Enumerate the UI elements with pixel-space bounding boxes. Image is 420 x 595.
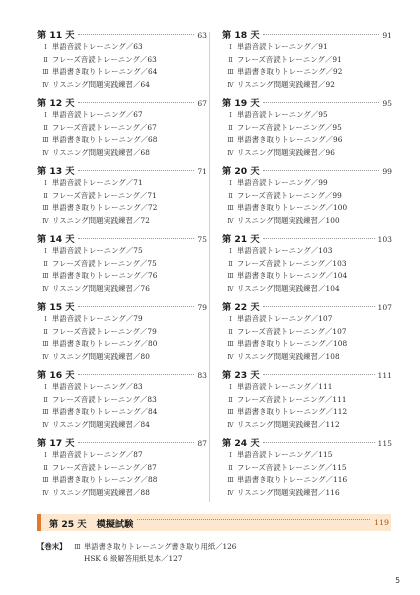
- item-roman-numeral: Ⅱ: [43, 463, 48, 472]
- day-entry[interactable]: [222, 95, 392, 163]
- toc-item[interactable]: [222, 395, 392, 408]
- item-roman-numeral: Ⅲ: [227, 204, 234, 213]
- toc-item[interactable]: [222, 191, 392, 204]
- toc-item[interactable]: [222, 67, 392, 80]
- item-text: 単語書き取りトレーニング／104: [237, 271, 348, 281]
- toc-item[interactable]: [222, 42, 392, 55]
- item-roman-numeral: Ⅲ: [227, 408, 234, 417]
- toc-item[interactable]: [222, 339, 392, 352]
- item-roman-numeral: Ⅲ: [42, 136, 49, 145]
- item-text: 単語音読トレーニング／63: [52, 42, 143, 51]
- day-title: 第 16 天: [37, 370, 75, 381]
- item-text: 単語書き取りトレーニング／88: [52, 475, 158, 485]
- toc-item[interactable]: [37, 67, 207, 80]
- item-roman-numeral: Ⅲ: [227, 340, 234, 349]
- item-roman-numeral: Ⅰ: [44, 451, 47, 459]
- item-text: 単語書き取りトレーニング／80: [52, 339, 158, 349]
- day-entry[interactable]: [222, 299, 392, 367]
- item-roman-numeral: Ⅳ: [227, 80, 234, 89]
- day-title: 第 11 天: [37, 30, 75, 41]
- item-text: リスニング問題実践練習／96: [237, 147, 335, 157]
- day-heading: [222, 367, 392, 381]
- item-roman-numeral: Ⅱ: [228, 259, 233, 268]
- item-text: 単語書き取りトレーニング／76: [52, 271, 158, 281]
- toc-item[interactable]: [222, 110, 392, 123]
- day-item-list: [222, 178, 392, 228]
- item-roman-numeral: Ⅳ: [42, 352, 49, 361]
- day-item-list: [37, 110, 207, 160]
- toc-item[interactable]: [37, 488, 207, 501]
- dot-leader: [263, 102, 380, 103]
- item-roman-numeral: Ⅳ: [227, 488, 234, 497]
- day-page-number: 95: [382, 99, 392, 108]
- day-heading: [222, 95, 392, 109]
- item-text: フレーズ音読トレーニング／83: [52, 394, 157, 404]
- item-text: 単語音読トレーニング／115: [237, 450, 333, 459]
- toc-item[interactable]: [37, 420, 207, 433]
- dot-leader: [78, 442, 195, 443]
- day-entry[interactable]: [222, 231, 392, 299]
- dot-leader: [78, 170, 195, 171]
- day-heading: [222, 231, 392, 245]
- item-roman-numeral: Ⅳ: [227, 216, 234, 225]
- dot-leader: [263, 442, 375, 443]
- toc-item[interactable]: [222, 327, 392, 340]
- item-roman-numeral: Ⅰ: [44, 383, 47, 391]
- item-text: フレーズ音読トレーニング／91: [237, 54, 342, 64]
- item-text: 単語音読トレーニング／99: [237, 178, 328, 187]
- day-page-number: 63: [197, 31, 207, 40]
- item-text: リスニング問題実践練習／108: [237, 351, 340, 361]
- day-item-list: [37, 314, 207, 364]
- day-heading: [222, 163, 392, 177]
- day-item-list: [37, 450, 207, 500]
- item-text: フレーズ音読トレーニング／75: [52, 258, 157, 268]
- item-roman-numeral: Ⅳ: [227, 352, 234, 361]
- day-title: 第 19 天: [222, 98, 260, 109]
- item-roman-numeral: Ⅰ: [229, 43, 232, 51]
- mock-exam-title: 模擬試験: [96, 518, 134, 530]
- toc-item[interactable]: [37, 148, 207, 161]
- mock-exam-entry[interactable]: [37, 514, 391, 531]
- day-item-list: [37, 246, 207, 296]
- toc-item[interactable]: [37, 475, 207, 488]
- day-item-list: [37, 382, 207, 432]
- item-roman-numeral: Ⅰ: [44, 43, 47, 51]
- day-title: 第 23 天: [222, 370, 260, 381]
- item-text: リスニング問題実践練習／64: [52, 79, 150, 89]
- day-item-list: [37, 178, 207, 228]
- dot-leader: [263, 374, 375, 375]
- day-item-list: [222, 110, 392, 160]
- item-roman-numeral: Ⅲ: [42, 340, 49, 349]
- item-roman-numeral: Ⅲ: [42, 476, 49, 485]
- appendix-item-number: Ⅲ: [74, 543, 81, 551]
- item-roman-numeral: Ⅲ: [42, 68, 49, 77]
- item-text: 単語音読トレーニング／95: [237, 110, 328, 119]
- day-page-number: 111: [377, 371, 392, 380]
- appendix-row[interactable]: [37, 554, 387, 567]
- day-title: 第 13 天: [37, 166, 75, 177]
- item-text: リスニング問題実践練習／92: [237, 79, 335, 89]
- item-roman-numeral: Ⅲ: [227, 68, 234, 77]
- toc-item[interactable]: [37, 407, 207, 420]
- toc-item[interactable]: [222, 55, 392, 68]
- day-entry[interactable]: [222, 435, 392, 503]
- item-text: リスニング問題実践練習／76: [52, 283, 150, 293]
- day-page-number: 67: [197, 99, 207, 108]
- item-text: 単語書き取りトレーニング／108: [237, 339, 348, 349]
- day-heading: [37, 367, 207, 381]
- day-title: 第 21 天: [222, 234, 260, 245]
- toc-right-column: [222, 27, 392, 503]
- day-heading: [37, 163, 207, 177]
- item-roman-numeral: Ⅰ: [229, 111, 232, 119]
- toc-item[interactable]: [37, 135, 207, 148]
- item-roman-numeral: Ⅲ: [227, 272, 234, 281]
- item-roman-numeral: Ⅳ: [42, 216, 49, 225]
- toc-item[interactable]: [222, 216, 392, 229]
- toc-item[interactable]: [222, 420, 392, 433]
- item-roman-numeral: Ⅲ: [42, 408, 49, 417]
- day-item-list: [222, 382, 392, 432]
- item-roman-numeral: Ⅰ: [229, 315, 232, 323]
- toc-item[interactable]: [37, 259, 207, 272]
- dot-leader: [78, 102, 195, 103]
- day-title: 第 17 天: [37, 438, 75, 449]
- item-text: リスニング問題実践練習／112: [237, 419, 340, 429]
- day-page-number: 115: [377, 439, 392, 448]
- day-title: 第 18 天: [222, 30, 260, 41]
- dot-leader: [263, 34, 380, 35]
- item-roman-numeral: Ⅱ: [43, 191, 48, 200]
- toc-item[interactable]: [222, 475, 392, 488]
- toc-item[interactable]: [222, 259, 392, 272]
- item-text: フレーズ音読トレーニング／63: [52, 54, 157, 64]
- appendix-item-text: 単語書き取りトレーニング書き取り用紙／126: [84, 542, 237, 551]
- item-roman-numeral: Ⅱ: [228, 395, 233, 404]
- dot-leader: [263, 170, 380, 171]
- item-text: 単語音読トレーニング／83: [52, 382, 143, 391]
- mock-exam-page: 119: [374, 518, 389, 527]
- toc-item[interactable]: [222, 178, 392, 191]
- toc-item[interactable]: [222, 148, 392, 161]
- toc-item[interactable]: [37, 314, 207, 327]
- item-roman-numeral: Ⅳ: [42, 148, 49, 157]
- toc-item[interactable]: [37, 42, 207, 55]
- item-roman-numeral: Ⅱ: [43, 259, 48, 268]
- day-page-number: 79: [197, 303, 207, 312]
- toc-item[interactable]: [37, 110, 207, 123]
- day-title: 第 20 天: [222, 166, 260, 177]
- item-text: 単語音読トレーニング／71: [52, 178, 143, 187]
- day-page-number: 91: [382, 31, 392, 40]
- mock-exam-accent-bar: [37, 514, 41, 531]
- day-entry[interactable]: [37, 231, 207, 299]
- dot-leader: [78, 306, 195, 307]
- day-entry[interactable]: [37, 27, 207, 95]
- toc-item[interactable]: [222, 203, 392, 216]
- item-roman-numeral: Ⅱ: [228, 463, 233, 472]
- item-text: フレーズ音読トレーニング／103: [237, 258, 347, 268]
- day-entry[interactable]: [222, 163, 392, 231]
- toc-item[interactable]: [37, 352, 207, 365]
- day-heading: [37, 231, 207, 245]
- toc-item[interactable]: [222, 284, 392, 297]
- appendix-label: 【巻末】: [37, 542, 67, 551]
- day-entry[interactable]: [37, 163, 207, 231]
- dot-leader: [78, 34, 195, 35]
- dot-leader: [78, 238, 195, 239]
- day-heading: [222, 299, 392, 313]
- day-title: 第 24 天: [222, 438, 260, 449]
- day-item-list: [222, 450, 392, 500]
- item-text: リスニング問題実践練習／104: [237, 283, 340, 293]
- toc-left-column: [37, 27, 207, 503]
- item-roman-numeral: Ⅱ: [43, 123, 48, 132]
- day-heading: [222, 27, 392, 41]
- item-text: フレーズ音読トレーニング／87: [52, 462, 157, 472]
- day-title: 第 15 天: [37, 302, 75, 313]
- day-entry[interactable]: [222, 27, 392, 95]
- item-text: リスニング問題実践練習／88: [52, 487, 150, 497]
- toc-item[interactable]: [37, 395, 207, 408]
- day-heading: [37, 27, 207, 41]
- toc-item[interactable]: [37, 55, 207, 68]
- item-roman-numeral: Ⅱ: [43, 55, 48, 64]
- day-entry[interactable]: [37, 299, 207, 367]
- day-page-number: 103: [377, 235, 392, 244]
- dot-leader: [137, 519, 370, 520]
- item-text: 単語書き取りトレーニング／112: [237, 407, 348, 417]
- toc-item[interactable]: [222, 80, 392, 93]
- day-heading: [222, 435, 392, 449]
- toc-item[interactable]: [222, 450, 392, 463]
- item-text: リスニング問題実践練習／68: [52, 147, 150, 157]
- item-text: リスニング問題実践練習／84: [52, 419, 150, 429]
- item-roman-numeral: Ⅳ: [227, 420, 234, 429]
- item-roman-numeral: Ⅰ: [229, 179, 232, 187]
- item-text: 単語音読トレーニング／107: [237, 314, 333, 323]
- item-text: フレーズ音読トレーニング／107: [237, 326, 347, 336]
- column-divider: [209, 32, 210, 502]
- item-roman-numeral: Ⅲ: [42, 272, 49, 281]
- toc-item[interactable]: [222, 382, 392, 395]
- item-roman-numeral: Ⅰ: [229, 383, 232, 391]
- appendix-row[interactable]: [37, 541, 387, 554]
- toc-item[interactable]: [37, 382, 207, 395]
- item-text: フレーズ音読トレーニング／115: [237, 462, 347, 472]
- day-item-list: [222, 246, 392, 296]
- item-text: 単語音読トレーニング／79: [52, 314, 143, 323]
- toc-item[interactable]: [222, 135, 392, 148]
- item-text: 単語書き取りトレーニング／116: [237, 475, 348, 485]
- item-roman-numeral: Ⅰ: [44, 247, 47, 255]
- day-heading: [37, 299, 207, 313]
- toc-item[interactable]: [37, 339, 207, 352]
- item-text: 単語音読トレーニング／75: [52, 246, 143, 255]
- item-roman-numeral: Ⅰ: [229, 451, 232, 459]
- day-title: 第 12 天: [37, 98, 75, 109]
- item-roman-numeral: Ⅱ: [43, 327, 48, 336]
- item-text: フレーズ音読トレーニング／79: [52, 326, 157, 336]
- toc-item[interactable]: [37, 191, 207, 204]
- dot-leader: [263, 306, 375, 307]
- item-text: 単語書き取りトレーニング／72: [52, 203, 158, 213]
- item-roman-numeral: Ⅱ: [228, 191, 233, 200]
- item-roman-numeral: Ⅲ: [227, 136, 234, 145]
- item-roman-numeral: Ⅳ: [42, 420, 49, 429]
- day-item-list: [222, 42, 392, 92]
- toc-item[interactable]: [222, 407, 392, 420]
- toc-item[interactable]: [37, 80, 207, 93]
- day-entry[interactable]: [37, 435, 207, 503]
- item-text: リスニング問題実践練習／116: [237, 487, 340, 497]
- item-text: 単語音読トレーニング／87: [52, 450, 143, 459]
- item-roman-numeral: Ⅰ: [229, 247, 232, 255]
- item-text: 単語音読トレーニング／111: [237, 382, 333, 391]
- item-text: 単語音読トレーニング／67: [52, 110, 143, 119]
- item-roman-numeral: Ⅳ: [42, 80, 49, 89]
- toc-item[interactable]: [222, 123, 392, 136]
- item-text: 単語書き取りトレーニング／84: [52, 407, 158, 417]
- toc-item[interactable]: [37, 216, 207, 229]
- dot-leader: [78, 374, 195, 375]
- item-text: リスニング問題実践練習／72: [52, 215, 150, 225]
- item-roman-numeral: Ⅱ: [228, 327, 233, 336]
- item-roman-numeral: Ⅲ: [227, 476, 234, 485]
- item-text: 単語音読トレーニング／103: [237, 246, 333, 255]
- item-roman-numeral: Ⅳ: [227, 148, 234, 157]
- toc-item[interactable]: [222, 352, 392, 365]
- item-roman-numeral: Ⅳ: [42, 488, 49, 497]
- day-page-number: 83: [197, 371, 207, 380]
- item-text: 単語書き取りトレーニング／96: [237, 135, 343, 145]
- item-text: リスニング問題実践練習／100: [237, 215, 340, 225]
- toc-item[interactable]: [222, 246, 392, 259]
- toc-item[interactable]: [37, 327, 207, 340]
- item-text: フレーズ音読トレーニング／95: [237, 122, 342, 132]
- item-text: フレーズ音読トレーニング／67: [52, 122, 157, 132]
- toc-item[interactable]: [222, 314, 392, 327]
- day-page-number: 87: [197, 439, 207, 448]
- toc-item[interactable]: [222, 463, 392, 476]
- toc-item[interactable]: [37, 203, 207, 216]
- toc-item[interactable]: [37, 463, 207, 476]
- day-page-number: 99: [382, 167, 392, 176]
- day-item-list: [37, 42, 207, 92]
- toc-item[interactable]: [37, 246, 207, 259]
- item-text: フレーズ音読トレーニング／71: [52, 190, 157, 200]
- appendix-section: [37, 541, 387, 566]
- day-heading: [37, 95, 207, 109]
- item-roman-numeral: Ⅳ: [227, 284, 234, 293]
- item-roman-numeral: Ⅰ: [44, 111, 47, 119]
- toc-item[interactable]: [37, 123, 207, 136]
- toc-item[interactable]: [37, 450, 207, 463]
- page-number: 5: [395, 576, 400, 585]
- day-heading: [37, 435, 207, 449]
- item-roman-numeral: Ⅰ: [44, 179, 47, 187]
- day-entry[interactable]: [37, 95, 207, 163]
- item-text: 単語書き取りトレーニング／64: [52, 67, 158, 77]
- item-roman-numeral: Ⅱ: [43, 395, 48, 404]
- toc-item[interactable]: [37, 284, 207, 297]
- toc-item[interactable]: [222, 271, 392, 284]
- day-entry[interactable]: [37, 367, 207, 435]
- day-title: 第 14 天: [37, 234, 75, 245]
- item-text: 単語書き取りトレーニング／100: [237, 203, 348, 213]
- item-roman-numeral: Ⅱ: [228, 123, 233, 132]
- toc-item[interactable]: [222, 488, 392, 501]
- dot-leader: [263, 238, 375, 239]
- item-text: 単語音読トレーニング／91: [237, 42, 328, 51]
- item-text: 単語書き取りトレーニング／92: [237, 67, 343, 77]
- day-title: 第 22 天: [222, 302, 260, 313]
- item-roman-numeral: Ⅰ: [44, 315, 47, 323]
- day-item-list: [222, 314, 392, 364]
- item-text: リスニング問題実践練習／80: [52, 351, 150, 361]
- item-text: 単語書き取りトレーニング／68: [52, 135, 158, 145]
- item-text: フレーズ音読トレーニング／111: [237, 394, 347, 404]
- day-page-number: 107: [377, 303, 392, 312]
- item-text: フレーズ音読トレーニング／99: [237, 190, 342, 200]
- day-page-number: 75: [197, 235, 207, 244]
- item-roman-numeral: Ⅱ: [228, 55, 233, 64]
- item-roman-numeral: Ⅳ: [42, 284, 49, 293]
- mock-exam-day: 第 25 天: [49, 518, 87, 530]
- item-roman-numeral: Ⅲ: [42, 204, 49, 213]
- day-page-number: 71: [197, 167, 207, 176]
- day-entry[interactable]: [222, 367, 392, 435]
- toc-item[interactable]: [37, 178, 207, 191]
- toc-item[interactable]: [37, 271, 207, 284]
- appendix-item-text: HSK 6 級解答用紙見本／127: [84, 553, 183, 563]
